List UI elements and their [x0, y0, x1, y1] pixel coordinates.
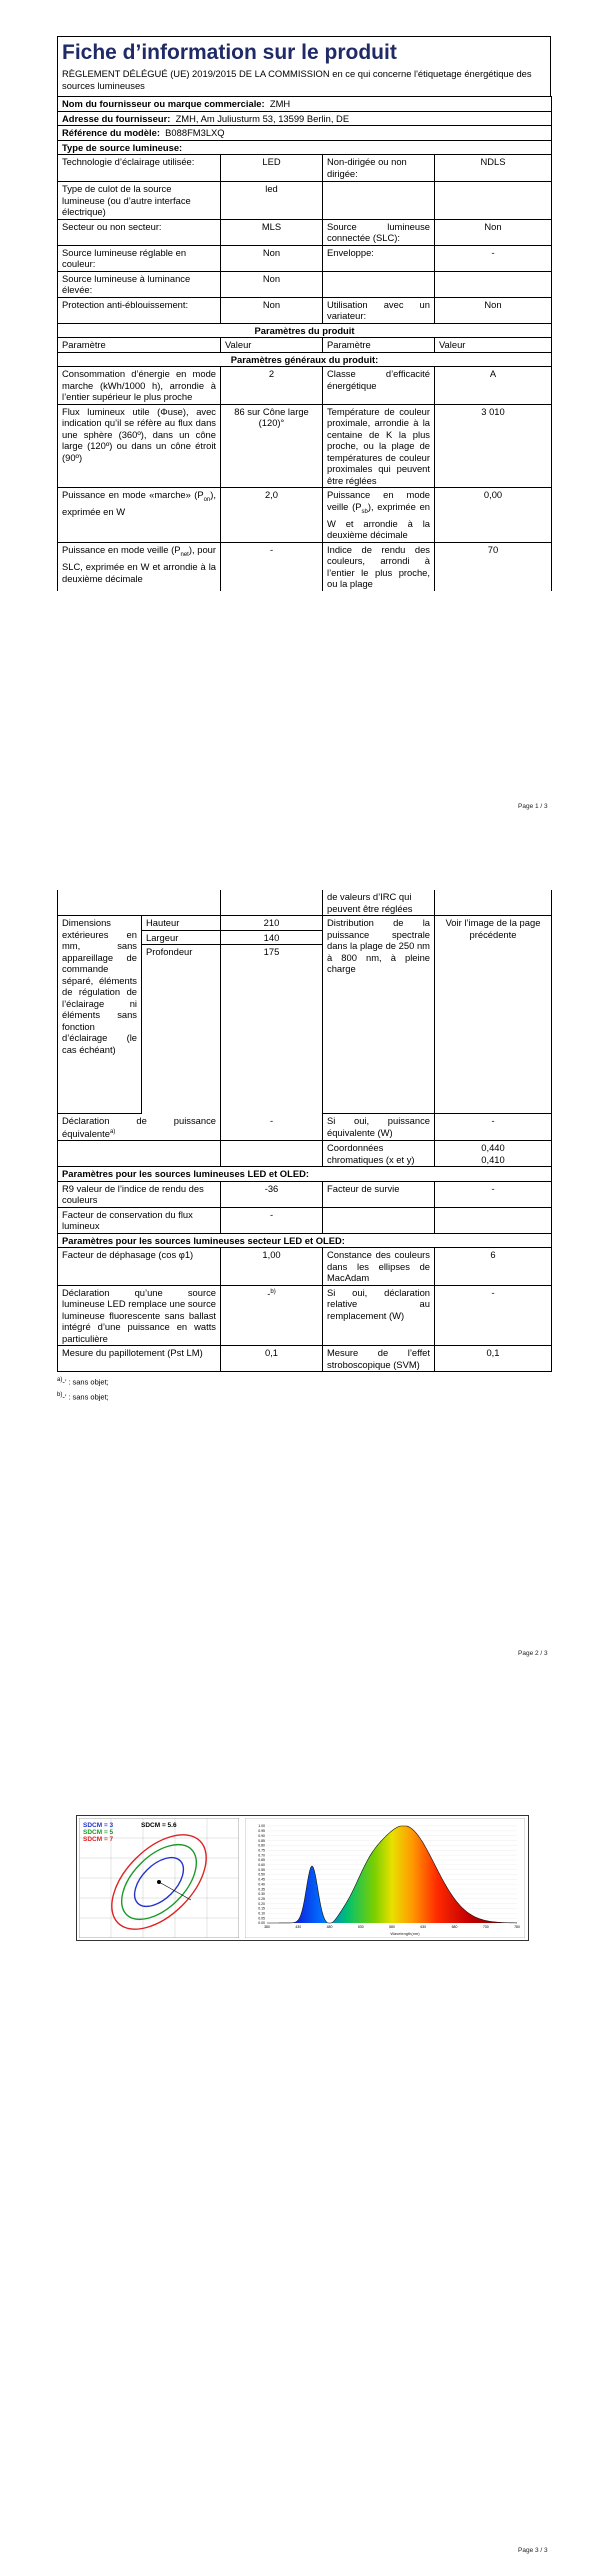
cri-label: Indice de rendu des couleurs, arrondi à l’entier le plus proche, ou la plage [323, 542, 435, 591]
energy-label: Consommation d’énergie en mode marche (kWh/1000 h), arrondie à l’entier supérieur le plus proche [58, 367, 221, 405]
connected-label: Source lumineuse connectée (SLC): [323, 219, 435, 245]
flicker-label: Mesure du papillotement (Pst LM) [58, 1346, 221, 1372]
standby-value: 0,00 [435, 488, 552, 543]
address-row [58, 111, 552, 126]
macadam-chart [79, 1818, 239, 1938]
power-on-value: 2,0 [221, 488, 323, 543]
general-header-row [58, 352, 552, 367]
spectral-distribution-chart [245, 1818, 525, 1938]
sdcm-tag: SDCM = 5.6 [141, 1822, 177, 1829]
mains-led-header: Paramètres pour les sources lumineuses secteur LED et OLED: [58, 1233, 552, 1248]
power-on-label: Puissance en mode «marche» $(P_{on})$, exprimée en W [58, 488, 221, 543]
spd-value: Voir l’image de la page précédente [435, 916, 552, 1114]
tech-label: Technologie d’éclairage utilisée: [58, 155, 221, 182]
chroma-values [435, 1141, 552, 1167]
anti-glare-value: Non [221, 297, 323, 323]
equiv-power-value: - [435, 1114, 552, 1141]
chroma-x: 0,440 [481, 1142, 505, 1154]
page-footer: Page 3 / 3 [518, 2547, 548, 2554]
table-row [58, 367, 552, 405]
chroma-label: Coordonnées chromatiques (x et y) [323, 1141, 435, 1167]
col-param-2: Paramètre [323, 338, 435, 353]
spd-label: Distribution de la puissance spectrale dans la plage de 250 nm à 800 nm, à pleine charge [323, 916, 435, 1114]
networked-label: Puissance en mode veille $(P_{net})$, pour SLC, exprimée en W et arrondie à la deuxième décimale [58, 542, 221, 591]
maintenance-value: - [221, 1207, 323, 1233]
x-axis-title: Wavelength(nm) [390, 1931, 420, 1936]
product-params-header-row [58, 323, 552, 338]
type-header: Type de source lumineuse: [58, 140, 552, 155]
y-tick-label: 0.35 [258, 1887, 265, 1892]
high-lum-value: Non [221, 271, 323, 297]
maintenance-label: Facteur de conservation du flux lumineux [58, 1207, 221, 1233]
pf-value: 1,00 [221, 1248, 323, 1286]
y-tick-label: 0.55 [258, 1867, 265, 1872]
x-tick-label: 580 [389, 1925, 395, 1929]
table-row [58, 1207, 552, 1233]
footnote-b: $^{b)}$-’ : sans objet; [57, 1391, 109, 1402]
equiv-power-label: Si oui, puissance équivalente (W) [323, 1114, 435, 1141]
table-row [58, 1285, 552, 1346]
x-tick-label: 680 [451, 1925, 458, 1929]
y-tick-label: 0.65 [258, 1858, 265, 1863]
led-oled-header-row [58, 1167, 552, 1182]
x-tick-label: 430 [295, 1925, 302, 1929]
table-row [58, 155, 552, 182]
anti-glare-label: Protection anti-éblouissement: [58, 297, 221, 323]
depth-label: Profondeur [142, 945, 221, 1114]
y-tick-label: 0.20 [258, 1901, 265, 1906]
energy-value: 2 [221, 367, 323, 405]
product-sheet-page-1 [57, 36, 551, 591]
cct-label: Température de couleur proximale, arrondie à la centaine de K la plus proche, ou la plage de températures de couleur proximales qui peuvent être réglées [323, 404, 435, 488]
width-value: 140 [221, 930, 323, 945]
replace-label: Déclaration qu’une source lumineuse LED remplace une source lumineuse fluorescente sans ballast intégré d’une puissance en watts particulière [58, 1285, 221, 1346]
replace-value: -$^{b)}$ [221, 1285, 323, 1346]
mains-value: MLS [221, 219, 323, 245]
pf-label: Facteur de déphasage (cos φ1) [58, 1248, 221, 1286]
dimmable-value: Non [435, 297, 552, 323]
legend-sdcm-7: SDCM = 7 [83, 1836, 114, 1843]
y-tick-label: 0.25 [258, 1896, 265, 1901]
supplier-row [58, 97, 552, 112]
model-row [58, 126, 552, 141]
page-2 [0, 872, 603, 1692]
supplier-value: ZMH [269, 98, 291, 109]
col-value-1: Valeur [221, 338, 323, 353]
legend-sdcm-5: SDCM = 5 [83, 1829, 114, 1836]
macadam-value: 6 [435, 1248, 552, 1286]
high-lum-label: Source lumineuse à luminance élevée: [58, 271, 221, 297]
chroma-y: 0,410 [481, 1153, 505, 1165]
x-tick-label: 530 [357, 1925, 364, 1929]
table-row [58, 890, 552, 916]
table-row [58, 1141, 552, 1167]
efficiency-label: Classe d’efficacité énergétique [323, 367, 435, 405]
led-oled-header: Paramètres pour les sources lumineuses LED et OLED: [58, 1167, 552, 1182]
supplier-label: Nom du fournisseur ou marque commerciale: [62, 98, 265, 109]
table-row [58, 404, 552, 488]
table-row [58, 271, 552, 297]
table-row [58, 1114, 552, 1141]
mains-label: Secteur ou non secteur: [58, 219, 221, 245]
page-title: Fiche d’information sur le produit [57, 36, 551, 67]
x-tick-label: 630 [420, 1925, 427, 1929]
y-tick-label: 0.60 [258, 1863, 265, 1867]
y-tick-label: 0.40 [258, 1882, 265, 1887]
table-row [58, 916, 552, 931]
table-row [58, 182, 552, 220]
regulation-text: RÈGLEMENT DÉLÉGUÉ (UE) 2019/2015 DE LA COMMISSION en ce qui concerne l'étiquetage énergétique des sources lumineuses [57, 67, 551, 96]
general-header: Paramètres généraux du produit: [58, 352, 552, 367]
type-header-row [58, 140, 552, 155]
standby-label: Puissance en mode veille $(P_{sb})$, exprimée en W et arrondie à la deuxième décimale [323, 488, 435, 543]
dimmable-label: Utilisation avec un variateur: [323, 297, 435, 323]
column-header-row [58, 338, 552, 353]
y-tick-label: 0.75 [258, 1848, 265, 1853]
replace-power-value: - [435, 1285, 552, 1346]
table-row [58, 245, 552, 271]
height-label: Hauteur [142, 916, 221, 931]
survival-label: Facteur de survie [323, 1181, 435, 1207]
page-1 [0, 0, 603, 840]
replace-power-label: Si oui, déclaration relative au remplacement (W) [323, 1285, 435, 1346]
x-tick-label: 480 [326, 1925, 333, 1929]
tech-value: LED [221, 155, 323, 182]
y-tick-label: 0.10 [258, 1911, 265, 1916]
cap-label: Type de culot de la source lumineuse (ou d’autre interface électrique) [58, 182, 221, 220]
flux-value: 86 sur Cône large (120)° [221, 404, 323, 488]
spectrum-figure [76, 1815, 529, 1941]
colour-tunable-label: Source lumineuse réglable en couleur: [58, 245, 221, 271]
cri-value: 70 [435, 542, 552, 591]
cri-label-continued: de valeurs d’IRC qui peuvent être réglées [323, 890, 435, 916]
envelope-label: Enveloppe: [323, 245, 435, 271]
info-table-continued [57, 890, 552, 1372]
svm-label: Mesure de l’effet stroboscopique (SVM) [323, 1346, 435, 1372]
y-tick-label: 0.30 [258, 1892, 265, 1897]
connected-value: Non [435, 219, 552, 245]
y-tick-label: 0.90 [258, 1833, 265, 1838]
directional-label: Non-dirigée ou non dirigée: [323, 155, 435, 182]
footnote-a: $^{a)}$-’ : sans objet; [57, 1377, 109, 1387]
y-tick-label: 0.45 [258, 1877, 265, 1882]
depth-value: 175 [221, 945, 323, 1114]
y-tick-label: 0.05 [258, 1916, 265, 1921]
equiv-value: - [221, 1114, 323, 1141]
y-tick-label: 0.95 [258, 1829, 265, 1834]
table-row [58, 219, 552, 245]
r9-value: -36 [221, 1181, 323, 1207]
flux-label: Flux lumineux utile (Φuse), avec indication qu’il se réfère au flux dans une sphère (360º), dans un cône large (120º) ou dans un cône étroit (90º) [58, 404, 221, 488]
table-row [58, 1181, 552, 1207]
y-tick-label: 0.15 [258, 1906, 265, 1911]
model-label: Référence du modèle: [62, 127, 160, 138]
y-tick-label: 0.00 [258, 1921, 265, 1926]
page-footer: Page 1 / 3 [518, 803, 548, 810]
flicker-value: 0,1 [221, 1346, 323, 1372]
address-value: ZMH, Am Juliusturm 53, 13599 Berlin, DE [175, 112, 350, 124]
table-row [58, 297, 552, 323]
efficiency-value: A [435, 367, 552, 405]
legend-sdcm-3: SDCM = 3 [83, 1822, 114, 1829]
colour-tunable-value: Non [221, 245, 323, 271]
macadam-label: Constance des couleurs dans les ellipses de MacAdam [323, 1248, 435, 1286]
svm-value: 0,1 [435, 1346, 552, 1372]
product-sheet-page-2 [57, 890, 551, 1403]
table-row [58, 542, 552, 591]
model-value: B088FM3LXQ [165, 127, 225, 138]
equiv-label: Déclaration de puissance équivalente$^{a)}$ [58, 1114, 221, 1141]
table-row [58, 1346, 552, 1372]
page-footer: Page 2 / 3 [518, 1650, 548, 1657]
mains-led-header-row [58, 1233, 552, 1248]
address-label: Adresse du fournisseur: [62, 112, 171, 124]
table-row [58, 1248, 552, 1286]
x-tick-label: 380 [264, 1925, 270, 1929]
y-tick-label: 0.80 [258, 1843, 265, 1848]
networked-value: - [221, 542, 323, 591]
col-value-2: Valeur [435, 338, 552, 353]
dims-label: Dimensions extérieures en mm, sans appareillage de commande séparé, éléments de régulation de l’éclairage ni éléments sans fonction d’éclairage (le cas échéant) [58, 916, 142, 1114]
y-tick-label: 0.70 [258, 1853, 265, 1858]
info-table [57, 96, 552, 591]
page-3 [0, 1705, 603, 2560]
table-row [58, 488, 552, 543]
cap-value: led [221, 182, 323, 220]
height-value: 210 [221, 916, 323, 931]
width-label: Largeur [142, 930, 221, 945]
directional-value: NDLS [435, 155, 552, 182]
product-params-header: Paramètres du produit [58, 323, 552, 338]
x-tick-label: 730 [482, 1925, 489, 1929]
envelope-value: - [435, 245, 552, 271]
r9-label: R9 valeur de l’indice de rendu des couleurs [58, 1181, 221, 1207]
y-tick-label: 1.00 [258, 1824, 265, 1829]
col-param-1: Paramètre [58, 338, 221, 353]
cct-value: 3 010 [435, 404, 552, 488]
y-tick-label: 0.85 [258, 1838, 265, 1843]
y-tick-label: 0.50 [258, 1872, 265, 1877]
survival-value: - [435, 1181, 552, 1207]
x-tick-label: 780 [514, 1925, 520, 1929]
